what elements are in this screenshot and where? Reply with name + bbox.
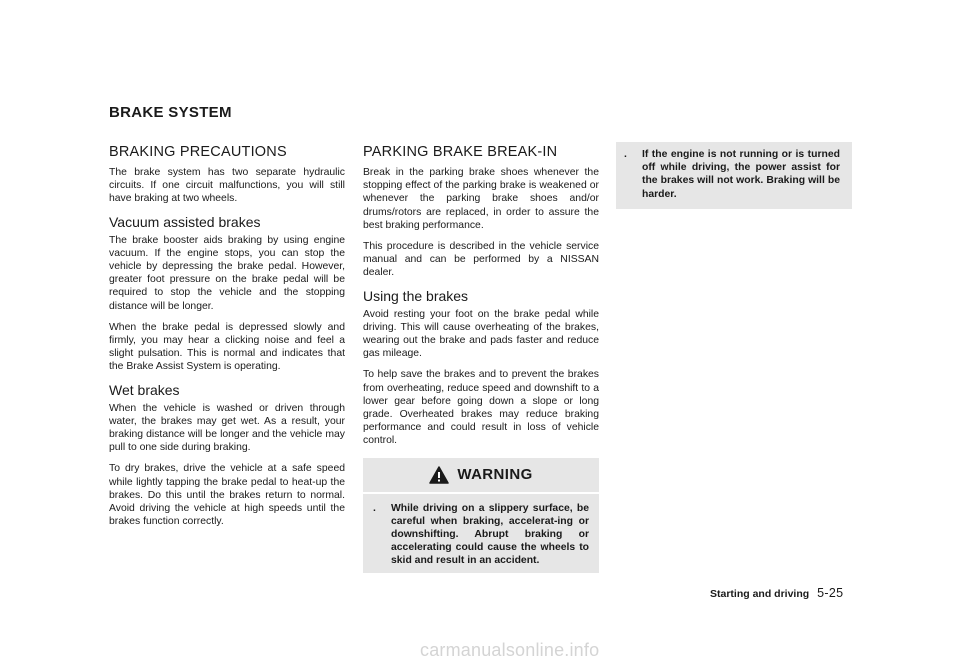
vacuum-paragraph-2: When the brake pedal is depressed slowly and firmly, you may hear a clicking noise and feel a slight pulsation. This is normal and indicates that the Brake Assist System is operating.	[109, 321, 345, 373]
wet-brakes-heading: Wet brakes	[109, 381, 180, 398]
section-title: BRAKE SYSTEM	[109, 104, 232, 121]
caution-note-box	[616, 142, 852, 209]
using-brakes-heading: Using the brakes	[363, 287, 469, 304]
footer-section-name: Starting and driving	[710, 588, 810, 600]
warning-triangle-icon	[429, 466, 449, 484]
column-middle	[363, 144, 599, 573]
braking-precautions-heading: BRAKING PRECAUTIONS	[109, 144, 287, 160]
braking-intro-paragraph: The brake system has two separate hydraulic circuits. If one circuit malfunctions, you will still have braking at two wheels.	[109, 167, 345, 205]
note-bullet-text: If the engine is not running or is turned off while driving, the power assist for the brakes will not work. Braking will be harder.	[642, 149, 840, 200]
wet-paragraph-2: To dry brakes, drive the vehicle at a safe speed while lightly tapping the brake pedal to heat-up the brakes. Do this until the brakes return to normal. Avoid driving the vehicle at high speeds until the brakes function correctly.	[109, 463, 345, 528]
warning-body	[363, 492, 599, 573]
parking-paragraph-1: Break in the parking brake shoes whenever the stopping effect of the parking brake is weakened or whenever the parking brake shoes and/or drums/rotors are replaced, in order to assure the best braking performance.	[363, 167, 599, 231]
note-bullet-item	[624, 148, 840, 201]
column-left	[109, 144, 345, 536]
using-paragraph-1: Avoid resting your foot on the brake pedal while driving. This will cause overheating of the brakes, wearing out the brake and pads faster and reduce gas mileage.	[363, 308, 599, 360]
warning-title: WARNING	[457, 466, 533, 484]
bullet-symbol: .	[624, 149, 627, 160]
vacuum-paragraph-1: The brake booster aids braking by using engine vacuum. If the engine stops, you can stop the vehicle by depressing the brake pedal. However, greater foot pressure on the brake pedal will be required to stop the vehicle and the stopping distance will be longer.	[109, 234, 345, 312]
wet-paragraph-1: When the vehicle is washed or driven through water, the brakes may get wet. As a result, your braking distance will be longer and the vehicle may pull to one side during braking.	[109, 402, 345, 454]
watermark: carmanualsonline.info	[420, 640, 600, 660]
bullet-symbol: .	[373, 502, 376, 514]
parking-paragraph-2: This procedure is described in the vehicle service manual and can be performed by a NISSAN dealer.	[363, 241, 599, 279]
vacuum-brakes-heading: Vacuum assisted brakes	[109, 213, 261, 230]
warning-header	[363, 458, 599, 492]
parking-brake-heading: PARKING BRAKE BREAK-IN	[363, 144, 558, 160]
warning-bullet-item	[373, 502, 589, 568]
column-right	[616, 144, 852, 209]
warning-bullet-text: While driving on a slippery surface, be careful when braking, accelerat-ing or downshifting. Abrupt braking or accelerating could cause the wheels to skid and result in an accident.	[391, 502, 589, 567]
page-footer	[710, 586, 843, 600]
using-paragraph-2: To help save the brakes and to prevent the brakes from overheating, reduce speed and downshift to a lower gear before going down a slope or long grade. Overheated brakes may reduce braking performance and could result in loss of vehicle control.	[363, 369, 599, 447]
page-number: 5-25	[817, 586, 844, 600]
